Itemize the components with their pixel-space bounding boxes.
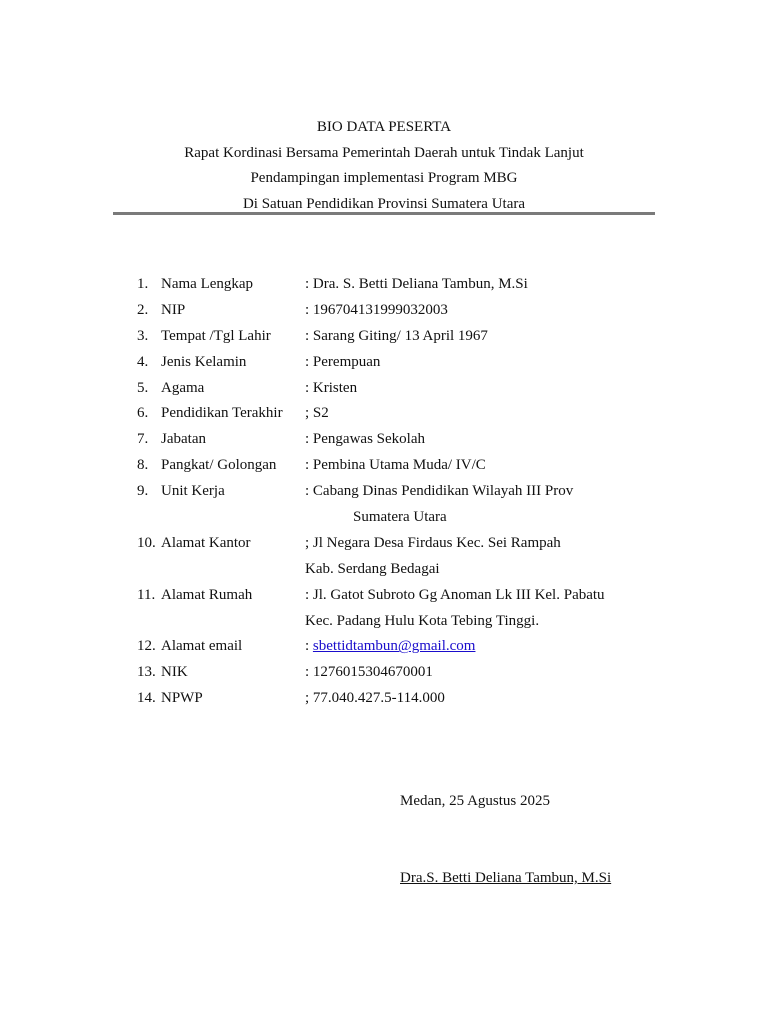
item-value <box>305 660 433 686</box>
list-item-jabatan <box>137 427 657 453</box>
item-separator: ; <box>305 534 313 551</box>
item-value-text: Perempuan <box>312 353 381 370</box>
item-number: 2. <box>137 301 149 318</box>
header-divider <box>113 212 655 215</box>
item-number: 8. <box>137 457 149 474</box>
item-value <box>305 453 486 479</box>
item-separator: : <box>305 353 313 370</box>
item-number: 6. <box>137 405 149 422</box>
item-separator: : <box>305 431 313 448</box>
item-value-text: Cabang Dinas Pendidikan Wilayah III Prov <box>312 483 574 500</box>
item-value-text: 77.040.427.5-114.000 <box>312 690 445 707</box>
item-number: 1. <box>137 276 149 292</box>
list-item-pangkat-golongan <box>137 453 657 479</box>
item-label: Alamat Kantor <box>161 534 251 551</box>
item-value-text: Jl Negara Desa Firdaus Kec. Sei Rampah <box>312 534 561 551</box>
item-value-text: Kristen <box>312 379 358 396</box>
item-value <box>305 376 357 402</box>
list-item-continuation <box>137 609 657 635</box>
item-label: Nama Lengkap <box>161 276 254 292</box>
item-number: 5. <box>137 379 149 396</box>
list-item-jenis-kelamin <box>137 350 657 376</box>
item-separator: : <box>305 586 313 603</box>
item-label: Jenis Kelamin <box>161 353 247 370</box>
item-value-text: Dra. S. Betti Deliana Tambun, M.Si <box>312 276 528 292</box>
item-label: NPWP <box>161 690 203 707</box>
item-number: 14. <box>137 690 156 707</box>
item-label: Alamat email <box>161 638 243 655</box>
list-item-nip <box>137 298 657 324</box>
list-item-continuation <box>137 557 657 583</box>
item-value-continuation: Kec. Padang Hulu Kota Tebing Tinggi. <box>305 612 540 629</box>
item-value-continuation: Kab. Serdang Bedagai <box>305 560 440 577</box>
item-label: Unit Kerja <box>161 483 225 500</box>
item-value <box>305 427 425 453</box>
item-value-text: 196704131999032003 <box>312 301 448 318</box>
item-number: 9. <box>137 483 149 500</box>
signatory-name: Dra.S. Betti Deliana Tambun, M.Si <box>400 870 612 886</box>
item-value <box>305 324 488 350</box>
item-value <box>305 401 329 427</box>
item-label: Pendidikan Terakhir <box>161 405 283 422</box>
header-line-3: Pendampingan implementasi Program MBG <box>250 170 518 187</box>
item-separator: : <box>305 664 313 681</box>
item-label: Alamat Rumah <box>161 586 253 603</box>
list-item-nik <box>137 660 657 686</box>
item-separator: ; <box>305 690 313 707</box>
biodata-list <box>137 272 657 712</box>
list-item-tempat-tgl-lahir <box>137 324 657 350</box>
item-value-text: S2 <box>312 405 329 422</box>
list-item-alamat-email <box>137 634 657 660</box>
item-separator: : <box>305 483 313 500</box>
item-value-text: Sarang Giting/ 13 April 1967 <box>312 327 488 344</box>
list-item-agama <box>137 376 657 402</box>
document-header <box>113 115 655 218</box>
list-item-nama-lengkap <box>137 272 657 298</box>
item-number: 12. <box>137 638 156 655</box>
item-value <box>305 479 573 505</box>
item-value-text: Pengawas Sekolah <box>312 431 425 448</box>
item-value <box>305 686 445 712</box>
item-number: 4. <box>137 353 149 370</box>
item-label: NIK <box>161 664 188 681</box>
item-value <box>305 531 561 557</box>
item-label: Agama <box>161 379 205 396</box>
item-number: 11. <box>137 586 156 603</box>
list-item-continuation <box>137 505 657 531</box>
list-item-npwp <box>137 686 657 712</box>
list-item-alamat-rumah <box>137 583 657 609</box>
item-value <box>305 583 605 609</box>
email-link[interactable]: sbettidtambun@gmail.com <box>312 638 476 655</box>
item-separator: : <box>305 327 313 344</box>
item-label: Jabatan <box>161 431 206 448</box>
item-number: 3. <box>137 327 149 344</box>
item-label: NIP <box>161 301 186 318</box>
document-title: BIO DATA PESERTA <box>316 119 452 135</box>
item-value-text: Pembina Utama Muda/ IV/C <box>312 457 486 474</box>
item-value <box>305 350 380 376</box>
list-item-alamat-kantor <box>137 531 657 557</box>
item-number: 7. <box>137 431 149 448</box>
item-value-text: Jl. Gatot Subroto Gg Anoman Lk III Kel. Pabatu <box>312 586 605 603</box>
item-number: 10. <box>137 534 156 551</box>
item-separator: : <box>305 457 313 474</box>
item-label: Tempat /Tgl Lahir <box>161 327 271 344</box>
place-date: Medan, 25 Agustus 2025 <box>400 793 550 809</box>
item-separator: : <box>305 301 313 318</box>
list-item-pendidikan-terakhir <box>137 401 657 427</box>
item-separator: ; <box>305 405 313 422</box>
item-separator: : <box>305 379 313 396</box>
item-value <box>305 298 448 324</box>
item-separator: : <box>305 276 313 292</box>
item-number: 13. <box>137 664 156 681</box>
item-value <box>305 272 528 298</box>
header-line-4: Di Satuan Pendidikan Provinsi Sumatera Utara <box>242 196 526 213</box>
item-value-text: 1276015304670001 <box>312 664 433 681</box>
header-line-2: Rapat Kordinasi Bersama Pemerintah Daerah untuk Tindak Lanjut <box>184 144 584 161</box>
item-value <box>305 634 475 660</box>
list-item-unit-kerja <box>137 479 657 505</box>
item-value-continuation: Sumatera Utara <box>353 509 447 526</box>
item-separator: : <box>305 638 313 655</box>
item-label: Pangkat/ Golongan <box>161 457 277 474</box>
